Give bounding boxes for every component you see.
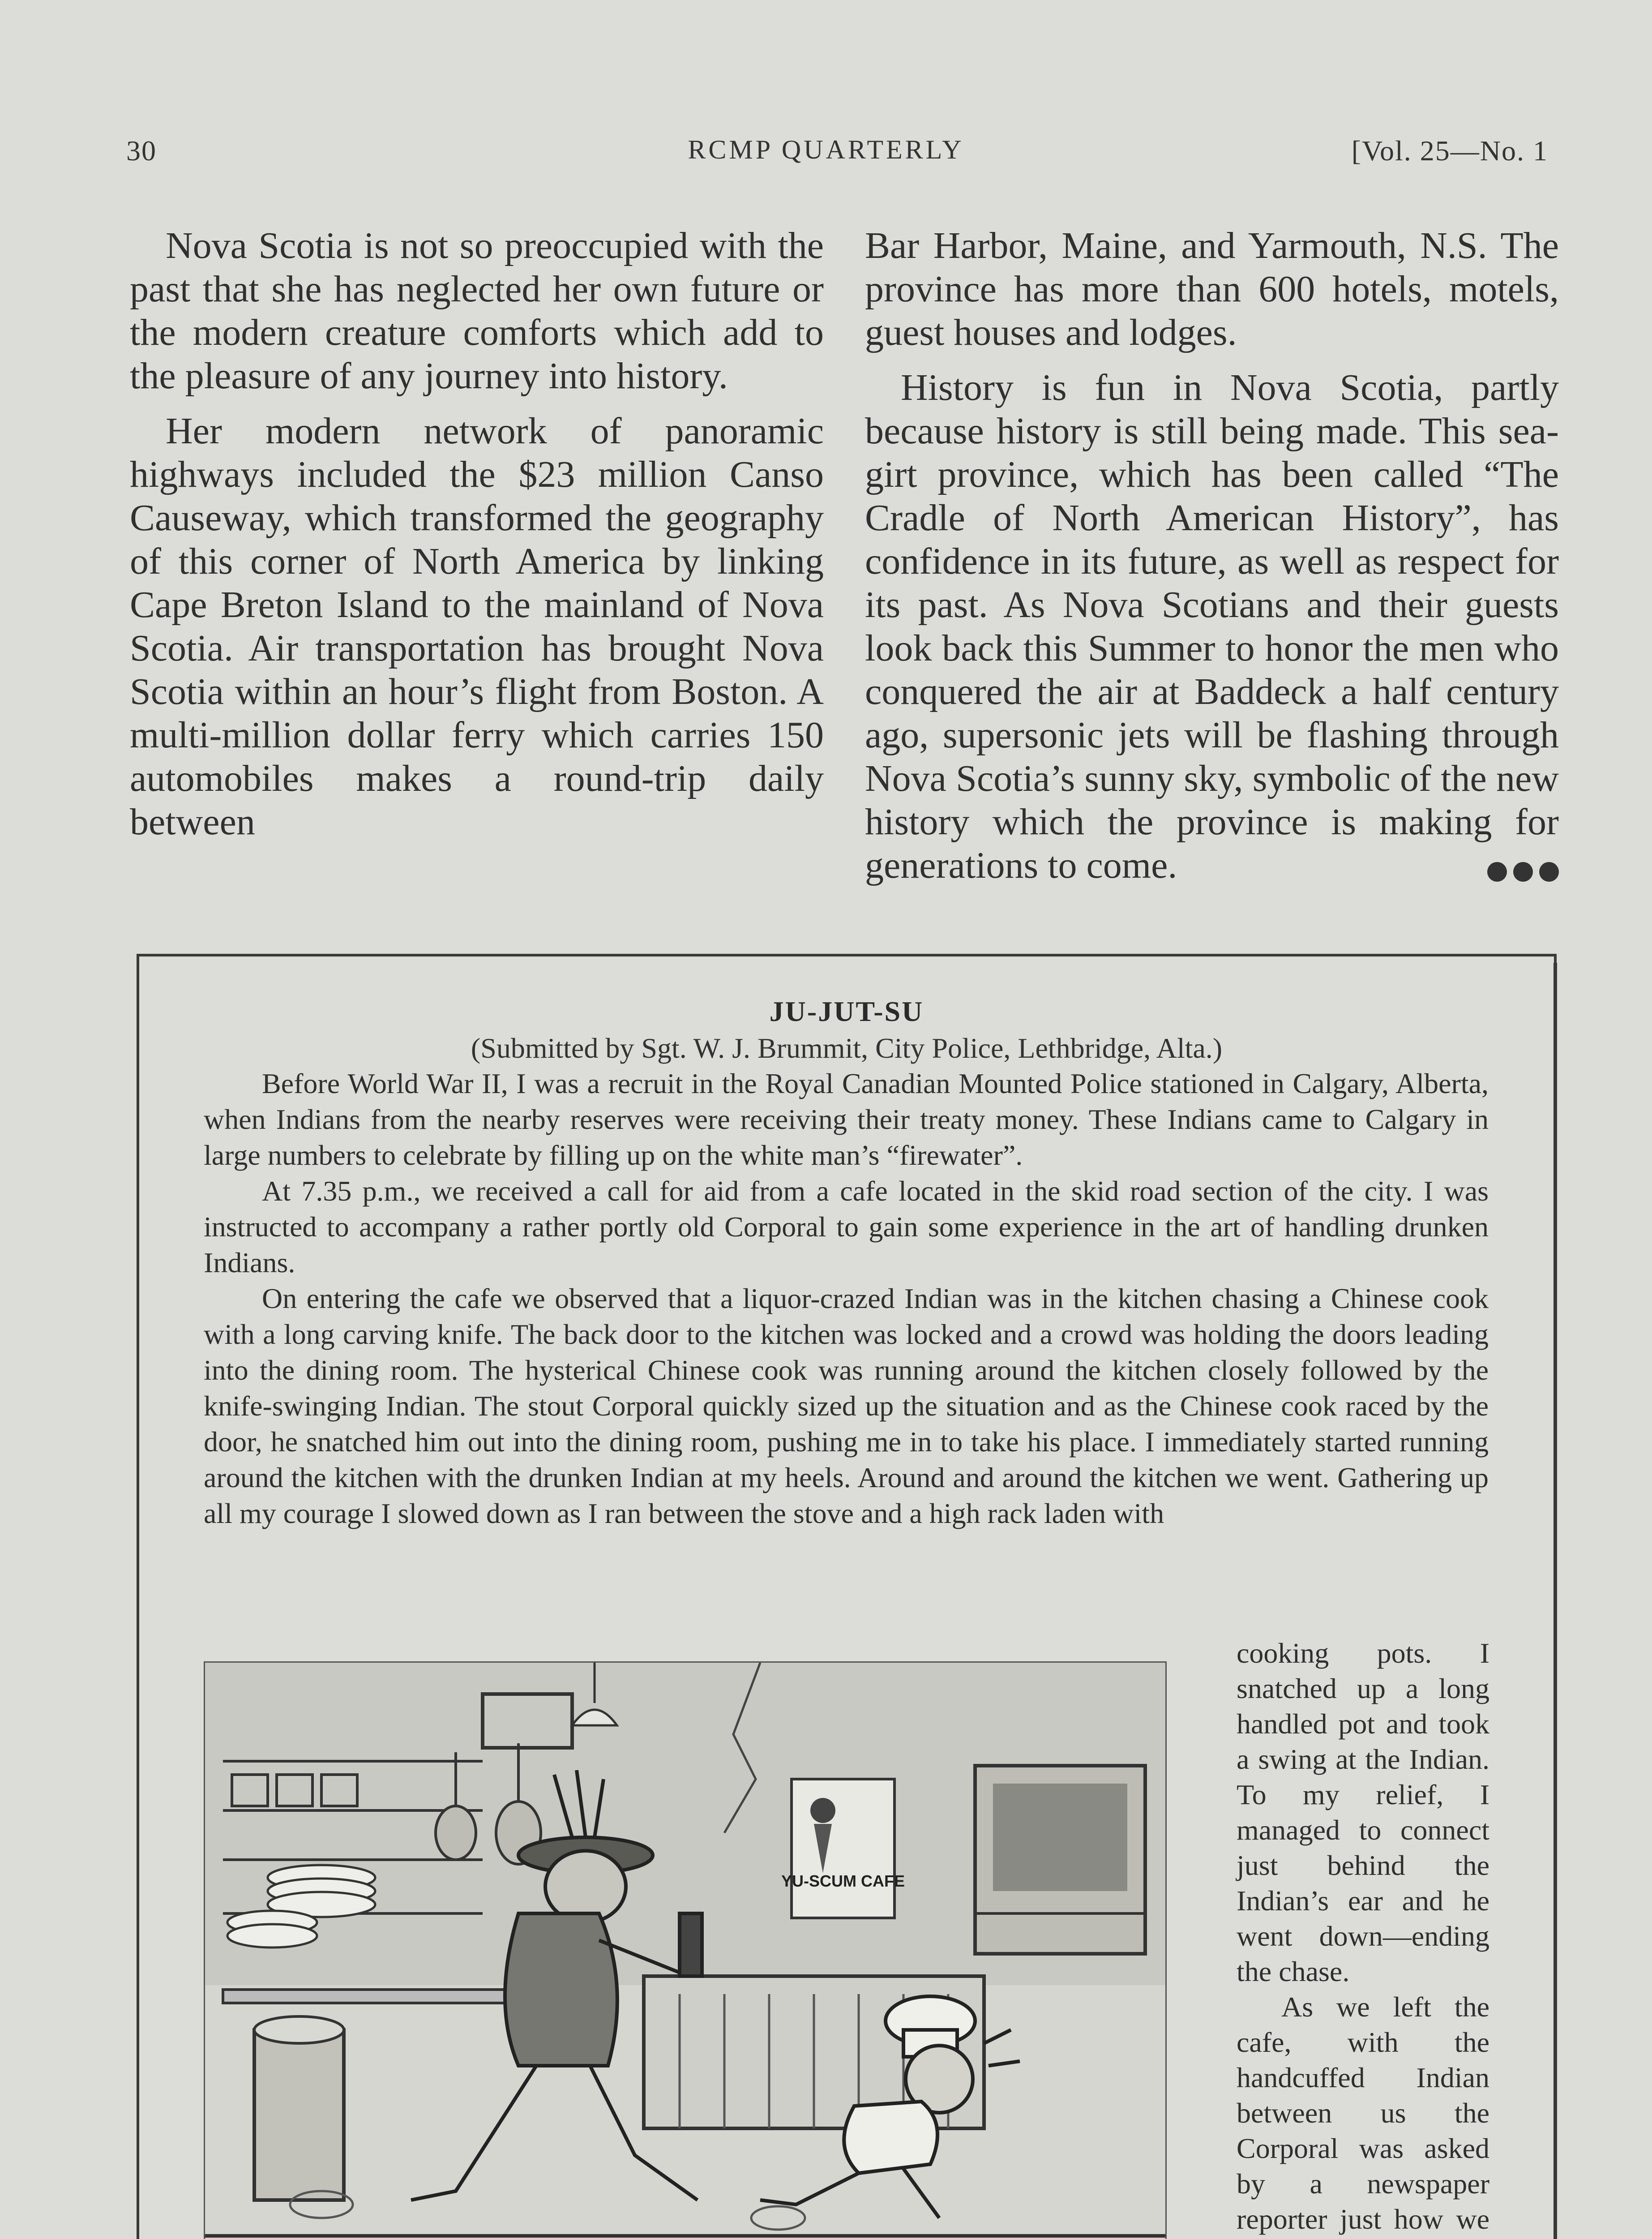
poster-text: YU-SCUM CAFE	[781, 1872, 905, 1890]
anecdote-body	[204, 1066, 1489, 1531]
article-paragraph: Bar Harbor, Maine, and Yarmouth, N.S. The province has more than 600 hotels, motels, guest houses and lodges.	[865, 225, 1559, 353]
cartoon-illustration	[204, 1661, 1167, 2239]
anecdote-paragraph: Before World War II, I was a recruit in the Royal Canadian Mounted Police stationed in Calgary, Alberta, when Indians from the nearby reserves were receiving their treaty money. These Indians came to Calgary in large numbers to celebrate by filling up on the white man’s “firewater”.	[204, 1068, 1489, 1171]
box-shadow	[1554, 963, 1557, 2239]
end-of-article-dots-icon	[1445, 846, 1559, 890]
article-paragraph-text: History is fun in Nova Scotia, partly because history is still being made. This sea-girt province, which has been called “The Cradle of North American History”, has confidence in its future, as well as respect for its past. As Nova Scotians and their guests look back this Summer to honor the men who conquered the air at Baddeck a half century ago, supersonic jets will be flashing through Nova Scotia’s sunny sky, symbolic of the new history which the province is making for generations to come.	[865, 367, 1559, 886]
cafe-poster	[781, 1779, 905, 1918]
anecdote-title: JU-JUT-SU	[769, 995, 924, 1027]
kitchen-chase-cartoon	[205, 1663, 1165, 2239]
running-title: RCMP QUARTERLY	[688, 135, 964, 164]
anecdote-paragraph: On entering the cafe we observed that a liquor-crazed Indian was in the kitchen chasing a Chinese cook with a long carving knife. The back door to the kitchen was locked and a crowd was holding the doors leading into the dining room. The hysterical Chinese cook was running around the kitchen closely followed by the knife-swinging Indian. The stout Corporal quickly sized up the situation and as the Chinese cook raced by the door, he snatched him out into the dining room, pushing me in to take his place. I immediately started running around the kitchen with the drunken Indian at my heels. Around and around the kitchen we went. Gathering up all my courage I slowed down as I ran between the stove and a high rack laden with	[204, 1282, 1489, 1529]
article-paragraph	[865, 366, 1559, 887]
kitchen-window	[975, 1766, 1145, 1954]
article-right-column	[865, 224, 1559, 899]
volume-issue: [Vol. 25—No. 1	[1351, 135, 1548, 167]
anecdote-paragraph: At 7.35 p.m., we received a call for aid from a cafe located in the skid road section of the city. I was instructed to accompany a rather portly old Corporal to gain some experience in the art of handling drunken Indians.	[204, 1175, 1489, 1278]
anecdote-paragraph: As we left the cafe, with the handcuffed Indian between us the Corporal was asked by a newspaper reporter just how we	[1237, 1991, 1489, 2235]
article-paragraph: Her modern network of panoramic highways included the $23 million Canso Causeway, which transformed the geography of this corner of North America by linking Cape Breton Island to the mainland of Nova Scotia. Air transportation has brought Nova Scotia within an hour’s flight from Boston. A multi-million dollar ferry which carries 150 automobiles makes a round-trip daily between	[130, 410, 824, 843]
anecdote-side-column	[1237, 1635, 1489, 2239]
barrel	[254, 2016, 344, 2200]
page-number: 30	[126, 135, 157, 167]
article-left-column	[130, 224, 824, 855]
anecdote-paragraph: cooking pots. I snatched up a long handled pot and took a swing at the Indian. To my relief, I managed to connect just behind the Indian’s ear and he went down—ending the chase.	[1237, 1637, 1489, 1987]
article-paragraph: Nova Scotia is not so preoccupied with the past that she has neglected her own future or the modern creature comforts which add to the pleasure of any journey into history.	[130, 225, 824, 397]
anecdote-byline: (Submitted by Sgt. W. J. Brummit, City Police, Lethbridge, Alta.)	[471, 1032, 1223, 1064]
